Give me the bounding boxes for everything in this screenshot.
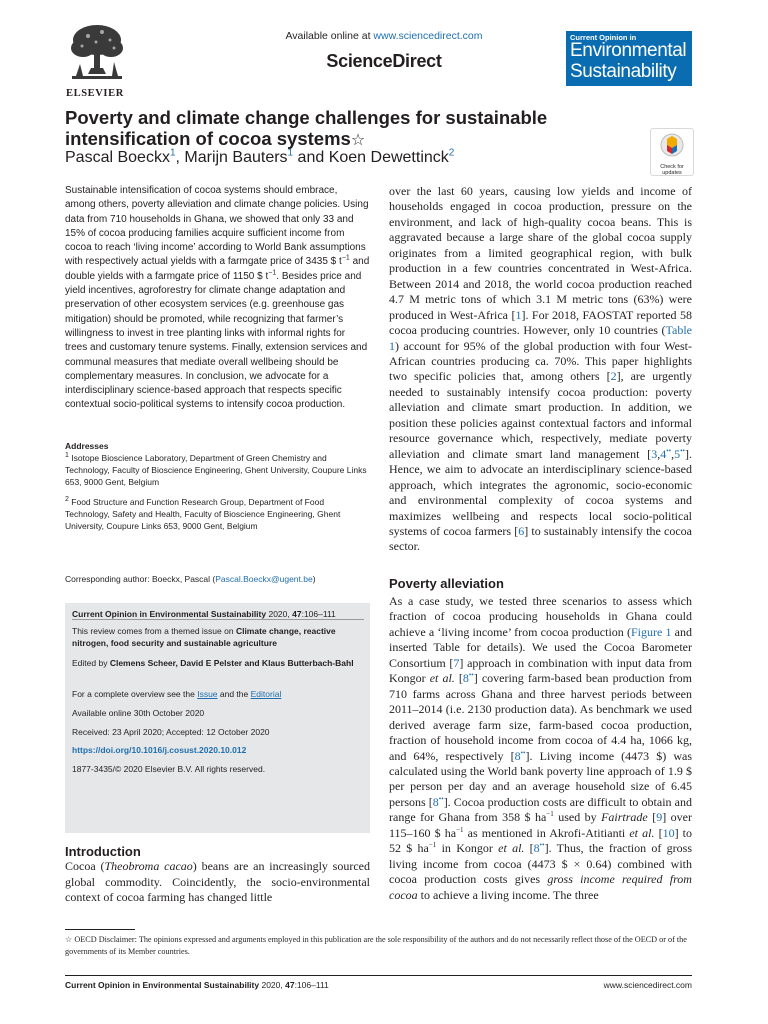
paragraph-text: used by [553, 810, 602, 825]
reference-link[interactable]: 5 [674, 446, 681, 461]
address-number: 2 [65, 496, 69, 504]
et-al: et al. [429, 671, 455, 686]
author-list [65, 149, 454, 167]
infobox-journal: Current Opinion in Environmental Sustainability [72, 609, 267, 619]
paragraph-text: ]. Cocoa production costs are difficult to obtain and range for Ghana from 358 $ ha [389, 794, 692, 825]
corresponding-author [65, 574, 370, 584]
issue-link[interactable]: Issue [197, 689, 218, 699]
journal-banner-small: Current Opinion in [570, 33, 637, 42]
abstract-superscript: −1 [341, 255, 350, 263]
reference-link[interactable]: 7 [453, 655, 460, 670]
paragraph-text: ) beans are an increasingly sourced global commodity. Coincidently, the socio-environmental context of cocoa farming has changed little [65, 859, 371, 905]
introduction-paragraph [65, 859, 370, 906]
author-affiliation[interactable]: 1 [169, 147, 176, 159]
infobox-divider [72, 619, 364, 620]
abstract-text: Sustainable intensification of cocoa systems should embrace, among others, poverty alleviation and climate change policies. Using data from 710 households in Ghana, we showed that only 33 and 15% of cocoa producing families acquire sufficient income from cocoa to reach ‘living income’ according to World Bank assumptions with respectively actual yields with a farmgate price of 3435 $ t [65, 185, 369, 268]
sciencedirect-brand: ScienceDirect [326, 51, 442, 71]
title-footnote-mark[interactable]: ☆ [350, 132, 366, 149]
addresses [65, 440, 370, 540]
reference-stars: •• [539, 841, 545, 850]
abstract-text: . Besides price and yield incentives, agroforestry for climate change adaptation and preservation of other ecosystem services (e.g. greenhouse gas mitigation) should be promoted, while recognizing that farmer’s willingness to invest in tree planting links with informal rights for trees and customary tenure systems. Finally, extension services and communal measures that mediate overall wellbeing should be complementary measures. In conclusion, we advocate for a interdisciplinary science-based approach that respects specific contextual socio-political systems to intensify cocoa production. [65, 270, 368, 411]
paragraph-text: As a case study, we tested three scenarios to assess which fraction of cocoa producing households in Ghana could achieve a ‘living income’ from cocoa production ( [389, 594, 692, 639]
introduction-heading: Introduction [65, 844, 141, 859]
unit-superscript: −1 [428, 841, 437, 850]
check-updates-label-2: updates [662, 170, 682, 176]
author-affiliation[interactable]: 2 [448, 147, 455, 159]
author-separator: , [175, 149, 185, 166]
reference-link[interactable]: 8 [533, 841, 540, 856]
paragraph-text: ] to sustainably intensify the cocoa sector. [389, 523, 692, 554]
paragraph-text: ], are urgently needed to sustainably intensify cocoa production: poverty alleviation and climate smart production. In addition, we position these policies against contextual factors and informal resource governance which, respectively, mediate poverty alleviation and climate smart land management [ [389, 369, 692, 461]
species-name: Theobroma cacao [104, 859, 193, 873]
footer-rule [65, 975, 692, 976]
reference-stars: •• [520, 748, 526, 757]
address-text: Isotope Bioscience Laboratory, Department of Green Chemistry and Technology, Faculty of Bioscience Engineering, Ghent University, Coupure Links 653, 9000 Gent, Belgium [65, 453, 367, 487]
footer-citation [65, 980, 329, 990]
reference-link[interactable]: 1 [515, 307, 522, 322]
abstract [65, 184, 370, 413]
check-updates-icon [660, 133, 684, 157]
editorial-link[interactable]: Editorial [250, 689, 282, 699]
paragraph-text: over the last 60 years, causing low yields and income of households engaged in cocoa production, pressure on the environment, and lack of high-quality cocoa beans. This is aggravated because a large share of the global cocoa supply originates from a limited geographical region, with bulk production in a few countries concentrated in West-Africa. Between 2014 and 2018, the world cocoa production reached 4.7 M metric tons of which 3.1 M metric tons (63%) were produced in West-Africa [ [389, 184, 692, 322]
addresses-heading: Addresses [65, 441, 109, 451]
footer-journal: Current Opinion in Environmental Sustainability [65, 980, 260, 990]
reference-link[interactable]: 10 [662, 825, 675, 840]
et-al: et al. [629, 825, 655, 840]
paragraph-text: in Kongor [436, 841, 499, 856]
author-affiliation[interactable]: 1 [287, 147, 294, 159]
infobox-received: Received: 23 April 2020; Accepted: 12 October 2020 [72, 727, 270, 737]
paragraph-text: [ [454, 671, 463, 686]
article-title-text: Poverty and climate change challenges for sustainable intensification of cocoa systems [65, 107, 548, 149]
footnote [65, 934, 692, 958]
reference-link[interactable]: 8 [514, 748, 521, 763]
poverty-alleviation-heading: Poverty alleviation [389, 576, 504, 591]
paragraph-text: ]. Thus, the fraction of gross living income from cocoa (4473 $ × 0.64) combined with cocoa production costs gives [389, 841, 693, 887]
infobox-overview [72, 689, 364, 701]
check-updates-label-1: Check for [660, 164, 684, 170]
article-info-box [65, 603, 370, 833]
address-1 [65, 452, 370, 488]
infobox-overview-prefix: For a complete overview see the [72, 689, 198, 699]
reference-link[interactable]: 9 [656, 810, 663, 825]
publisher-name: ELSEVIER [66, 88, 124, 99]
reference-stars: •• [468, 671, 474, 680]
footer-website[interactable]: www.sciencedirect.com [603, 980, 692, 990]
paragraph-text: Cocoa ( [65, 859, 105, 873]
reference-stars: •• [680, 446, 685, 455]
paragraph-text: [ [647, 810, 657, 825]
infobox-edited-prefix: Edited by [72, 658, 110, 668]
author-separator: and [293, 149, 329, 166]
paragraph-text: ] over 115–160 $ ha [389, 810, 692, 840]
poverty-alleviation-paragraph [389, 594, 692, 903]
paragraph-text: ] covering farm-based bean production from 710 farms across Ghana and three harvest periods between 2011–2014 (i.e. 2130 production data). As benchmark we used derived average farm size, farm-based cocoa production, fraction of household income from cocoa of 4.4 ha, 1066 kg, and 64%, respectively [ [389, 671, 692, 763]
infobox-volume: 47 [292, 609, 302, 619]
infobox-available: Available online 30th October 2020 [72, 708, 205, 718]
figure-link[interactable]: Figure 1 [630, 624, 672, 639]
paragraph-text: ) account for 95% of the global production with four West-African countries producing ca. 70%. This paper highlights two specific policies that, among others [ [389, 338, 692, 384]
table-link[interactable]: Table 1 [389, 323, 692, 353]
email-link[interactable]: Pascal.Boeckx@ugent.be [215, 574, 313, 584]
infobox-year: 2020, [266, 609, 293, 619]
paragraph-text: as mentioned in Akrofi-Atitianti [463, 825, 630, 840]
fairtrade-name: Fairtrade [601, 810, 648, 825]
paragraph-text: ]. For 2018, FAOSTAT reported 58 cocoa producing countries. However, only 10 countries ( [389, 307, 692, 338]
reference-link[interactable]: 6 [518, 523, 525, 538]
emphasis-text: gross income required from cocoa [389, 872, 692, 902]
reference-link[interactable]: 3 [651, 446, 658, 461]
corresponding-prefix: Corresponding author: Boeckx, Pascal ( [65, 574, 216, 584]
unit-superscript: −1 [456, 825, 464, 834]
footer-pages: :106–111 [294, 980, 329, 990]
address-text: Food Structure and Function Research Group, Department of Food Technology, Safety and Health, Faculty of Bioscience Engineering, Ghent University, Coupure Links 653, 9000 Gent, Belgium [65, 497, 341, 531]
reference-link[interactable]: 2 [610, 369, 617, 384]
reference-link[interactable]: 4 [660, 446, 667, 461]
infobox-copyright: 1877-3435/© 2020 Elsevier B.V. All rights reserved. [72, 764, 266, 774]
paragraph-text: ]. Hence, we aim to advocate an interdisciplinary science-based approach, which integrates the agronomic, socio-economic and environmental complexity of cocoa systems and maximizes wellbeing and respects local socio-political systems of cocoa farmers [ [389, 446, 692, 538]
doi-link[interactable]: https://doi.org/10.1016/j.cosust.2020.10.012 [72, 745, 247, 755]
paragraph-text: [ [524, 841, 534, 856]
infobox-pages: :106–111 [301, 609, 336, 619]
author-name: Marijn Bauters [184, 149, 288, 166]
unit-superscript: −1 [546, 810, 554, 819]
journal-banner-line1: Environmental [570, 40, 687, 61]
author-name: Koen Dewettinck [328, 149, 449, 166]
paragraph-text: and inserted Table for details). We used the Cocoa Barometer Consortium [ [389, 624, 692, 670]
address-number: 1 [65, 452, 69, 460]
infobox-editors [72, 658, 364, 670]
reference-link[interactable]: 8 [462, 671, 469, 686]
footnote-text: OECD Disclaimer: The opinions expressed and arguments employed in this publication are the sole responsibility of the authors and do not necessarily reflect those of the OECD or of the governments of its Member countries. [65, 935, 687, 956]
body-paragraph-continued: over the last 60 years, causing low yields and income of households engaged in cocoa production, pressure on the environment, and lack of high-quality cocoa beans. This is aggravated because a large share of the global cocoa supply originates from a limited geographical region, with bulk production in a few countries concentrated in West-Africa. Between 2014 and 2018, the world cocoa production reached 4.7 M metric tons of which 3.1 M metric tons (63%) were produced in West-Africa [1]. For 2018, FAOSTAT reported 58 cocoa producing countries. However, only 10 countries (Table 1) account for 95% of the global production with four West-African countries producing ca. 70%. This paper highlights two specific policies that, among others [2], are urgently needed to sustainably intensify cocoa production: poverty alleviation and climate smart production. In addition, we position these policies against contextual factors and informal resource governance which, respectively, mediate poverty alleviation and climate smart land management [3,4••,5••]. Hence, we aim to advocate an interdisciplinary science-based approach, which integrates the agronomic, socio-economic and environmental complexity of cocoa systems and maximizes wellbeing and respects local socio-political systems of cocoa farmers [6] to sustainably intensify the cocoa sector. [389, 184, 692, 554]
reference-stars: •• [438, 794, 444, 803]
article-title [65, 107, 625, 151]
address-2 [65, 496, 370, 532]
footer-volume: 47 [285, 980, 295, 990]
journal-banner [566, 31, 692, 86]
footnote-mark: ☆ [65, 935, 73, 944]
paragraph-text: ] approach in combination with input data from Kongor [389, 655, 693, 686]
footnote-rule [65, 929, 135, 930]
abstract-superscript: −1 [268, 269, 277, 277]
et-al: et al. [498, 841, 525, 856]
corresponding-suffix: ) [312, 574, 316, 584]
infobox-theme-name: Climate change, reactive nitrogen, food security and sustainable agriculture [72, 626, 336, 648]
sciencedirect-link[interactable]: www.sciencedirect.com [373, 30, 483, 42]
paragraph-text: ] to 52 $ ha [389, 825, 693, 856]
infobox-theme [72, 626, 364, 649]
available-prefix: Available online at [285, 30, 374, 42]
journal-banner-line2: Sustainability [570, 61, 677, 82]
reference-stars: •• [666, 446, 672, 455]
author-name: Pascal Boeckx [65, 149, 170, 166]
paragraph-text: [ [654, 825, 663, 840]
abstract-text: and double yields with a farmgate price of 1150 $ t [65, 256, 370, 282]
infobox-theme-prefix: This review comes from a themed issue on [72, 626, 236, 636]
paragraph-text: to achieve a living income. The three [417, 887, 599, 902]
reference-link[interactable]: 8 [432, 794, 439, 809]
footer-year: 2020, [259, 980, 286, 990]
check-for-updates-button[interactable] [650, 128, 694, 176]
infobox-overview-mid: and the [217, 689, 251, 699]
paragraph-text: ]. Living income (4473 $) was calculated using the World bank poverty line approach of 1.9 $ per person per day and an average household size of 6.45 persons [ [389, 748, 693, 809]
infobox-editor-names: Clemens Scheer, David E Pelster and Klaus Butterbach-Bahl [109, 658, 354, 668]
